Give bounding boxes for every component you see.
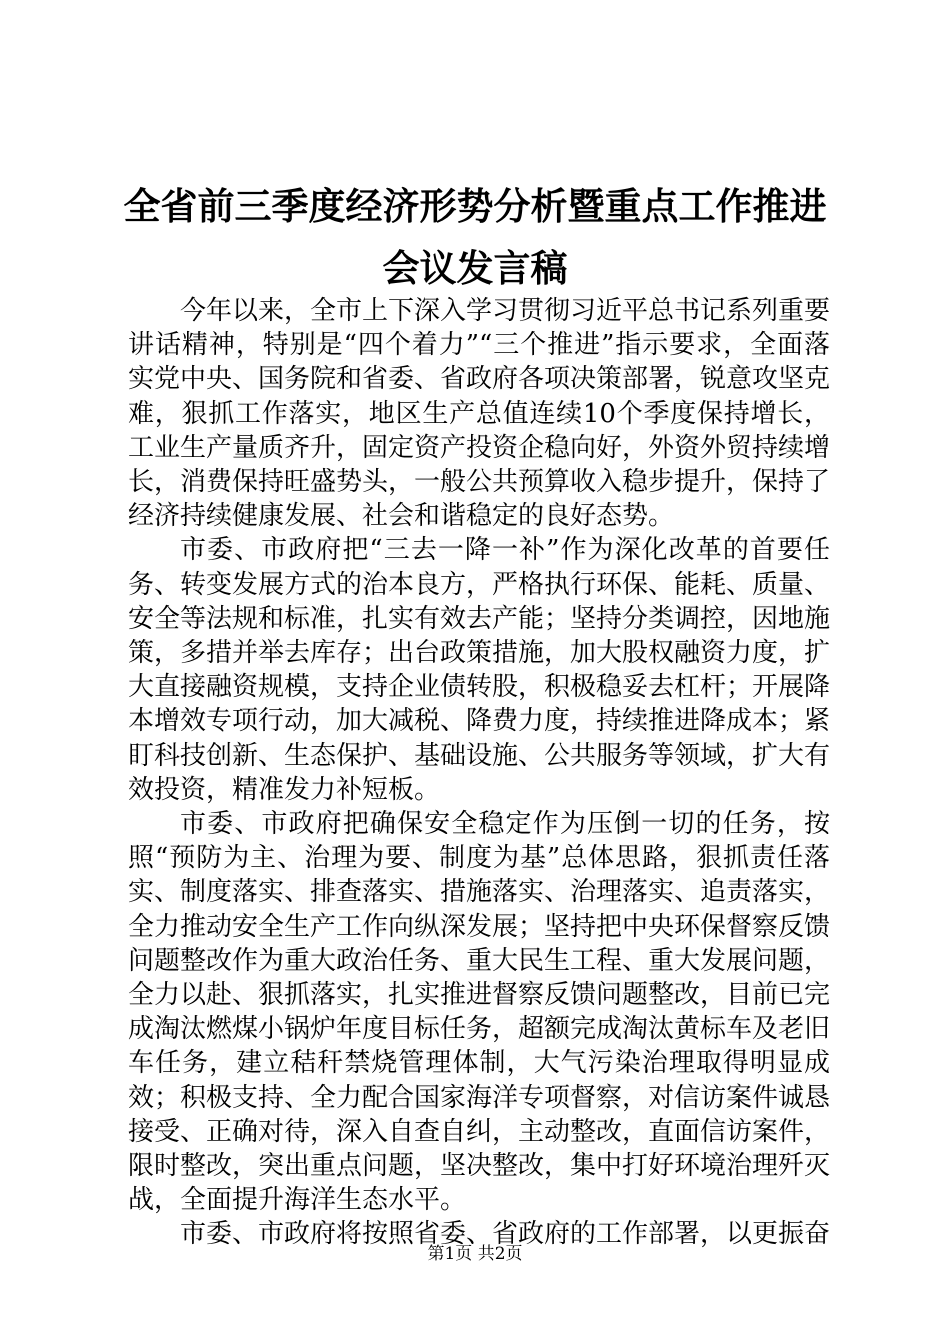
body-paragraph: 市委、市政府把确保安全稳定作为压倒一切的任务，按照“预防为主、治理为要、制度为基”总体思路，狠抓责任落实、制度落实、排查落实、措施落实、治理落实、追责落实，全力推动安全生产工作向纵深发展；坚持把中央环保督察反馈问题整改作为重大政治任务、重大民生工程、重大发展问题，全力以赴、狠抓落实，扎实推进督察反馈问题整改，目前已完成淘汰燃煤小锅炉年度目标任务，超额完成淘汰黄标车及老旧车任务，建立秸秆禁烧管理体制，大气污染治理取得明显成效；积极支持、全力配合国家海洋专项督察，对信访案件诚恳接受、正确对待，深入自查自纠，主动整改，直面信访案件，限时整改，突出重点问题，坚决整改，集中打好环境治理歼灭战，全面提升海洋生态水平。 [128, 809, 831, 1216]
page-number-footer: 第1页 共2页 [427, 1244, 523, 1264]
body-paragraph: 市委、市政府把“三去一降一补”作为深化改革的首要任务、转变发展方式的治本良方，严格执行环保、能耗、质量、安全等法规和标准，扎实有效去产能；坚持分类调控，因地施策，多措并举去库存；出台政策措施，加大股权融资力度，扩大直接融资规模，支持企业债转股，积极稳妥去杠杆；开展降本增效专项行动，加大减税、降费力度，持续推进降成本；紧盯科技创新、生态保护、基础设施、公共服务等领域，扩大有效投资，精准发力补短板。 [128, 535, 831, 805]
body-paragraph: 今年以来，全市上下深入学习贯彻习近平总书记系列重要讲话精神，特别是“四个着力”“三个推进”指示要求，全面落实党中央、国务院和省委、省政府各项决策部署，锐意攻坚克难，狠抓工作落实，地区生产总值连续10个季度保持增长，工业生产量质齐升，固定资产投资企稳向好，外资外贸持续增长，消费保持旺盛势头，一般公共预算收入稳步提升，保持了经济持续健康发展、社会和谐稳定的良好态势。 [128, 296, 831, 532]
document-title: 全省前三季度经济形势分析暨重点工作推进会议发言稿 [123, 185, 827, 290]
document-body [128, 294, 830, 1252]
body-paragraph: 市委、市政府将按照省委、省政府的工作部署，以更振奋 [180, 1219, 831, 1250]
